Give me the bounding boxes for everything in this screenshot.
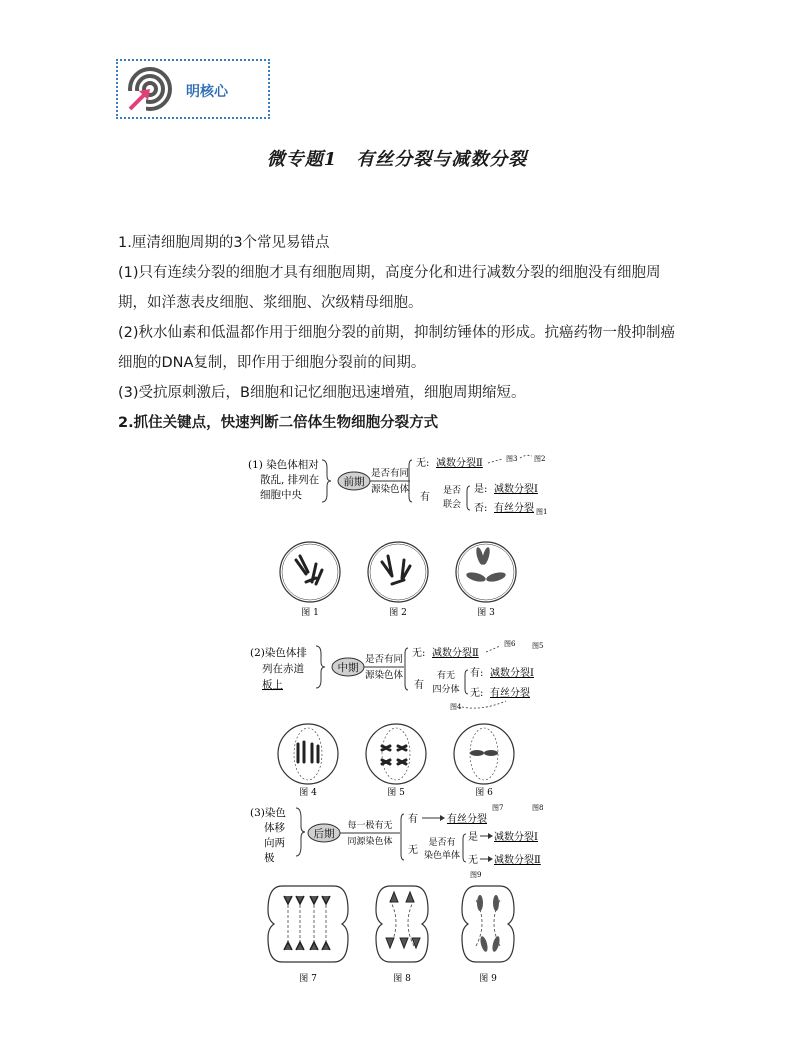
d1-no-sub: 否:: [474, 503, 488, 514]
d2-fig-6: 图 6: [475, 788, 493, 798]
d2-phase: 中期: [337, 662, 359, 674]
d1-ref-b: 图2: [534, 455, 546, 463]
d3-ref-b: 图8: [532, 804, 544, 812]
d3-cell-8: [376, 886, 428, 962]
d1-sq1: 是否: [442, 486, 462, 496]
d1-yes-sub-result: 减数分裂Ⅰ: [494, 484, 538, 495]
d1-q2: 源染色体: [370, 484, 410, 495]
d1-fig-1: 图 1: [301, 608, 319, 618]
d3-cond-1: (3)染色: [250, 807, 286, 819]
d2-no-result: 减数分裂Ⅱ: [432, 648, 479, 659]
d1-fig-2: 图 2: [389, 608, 407, 618]
d1-yes-sub: 是:: [474, 484, 488, 495]
d3-ref-c: 图9: [470, 871, 482, 879]
d1-cond-1: (1) 染色体相对: [248, 459, 319, 471]
d3-no-sub-result: 减数分裂Ⅱ: [494, 855, 541, 866]
d2-no-label: 无:: [412, 648, 426, 659]
d1-cell-1: [280, 542, 340, 602]
d3-fig-9: 图 9: [479, 974, 497, 984]
d2-yes-label: 有: [414, 680, 424, 691]
point1-item-2: (2)秋水仙素和低温都作用于细胞分裂的前期，抑制纺锤体的形成。抗癌药物一般抑制癌细胞的DNA复制，即作用于细胞分裂前的间期。: [118, 325, 676, 371]
d2-yes-sub-result: 减数分裂Ⅰ: [490, 668, 534, 679]
section-label: 明核心: [186, 84, 228, 100]
metaphase-flow-svg: [240, 636, 560, 801]
prophase-flow-svg: [240, 452, 560, 622]
section-header: [116, 59, 270, 119]
d3-yes-label: 有: [408, 814, 418, 825]
d1-cell-3: [456, 542, 516, 602]
d3-phase: 后期: [313, 828, 335, 840]
d3-cond-3: 向两: [264, 837, 285, 849]
d1-no-label: 无:: [416, 458, 430, 469]
d3-fig-8: 图 8: [393, 974, 411, 984]
d1-fig-3: 图 3: [477, 608, 495, 618]
d2-yes-sub: 有:: [470, 668, 484, 679]
d1-cond-2: 散乱, 排列在: [260, 474, 320, 486]
d3-yes-sub: 是: [468, 832, 478, 843]
d1-ref-a: 图3: [506, 455, 518, 463]
d3-fig-7: 图 7: [299, 974, 317, 984]
d3-cell-7: [268, 886, 348, 962]
point1-item-3: (3)受抗原刺激后，B细胞和记忆细胞迅速增殖，细胞周期缩短。: [118, 385, 526, 401]
point1-block: [118, 228, 688, 438]
d2-sq1: 有无: [436, 671, 456, 681]
d1-cond-3: 细胞中央: [260, 489, 302, 501]
d2-no-sub: 无:: [470, 688, 484, 699]
d3-q1: 每一极有无: [347, 821, 393, 831]
d3-yes-result: 有丝分裂: [447, 814, 487, 825]
d2-ref-a: 图6: [504, 640, 516, 648]
d2-cell-5: [366, 724, 426, 784]
d3-yes-sub-result: 减数分裂Ⅰ: [494, 832, 538, 843]
d2-fig-5: 图 5: [387, 788, 405, 798]
d2-cond-1: (2)染色体排: [250, 647, 307, 659]
point2-heading: 2.抓住关键点，快速判断二倍体生物细胞分裂方式: [118, 415, 439, 431]
d3-sq1: 是否有: [428, 838, 456, 848]
d1-phase: 前期: [343, 476, 365, 488]
d3-cell-9: [462, 886, 514, 962]
d1-q1: 是否有同: [370, 468, 410, 479]
d2-sq2: 四分体: [432, 685, 460, 695]
d2-q2: 源染色体: [364, 670, 404, 681]
d1-ref-c: 图1: [536, 508, 548, 516]
diagram-metaphase: [240, 636, 560, 801]
d1-no-sub-result: 有丝分裂: [494, 503, 534, 514]
diagram-prophase: [240, 452, 560, 622]
d2-cell-4: [278, 724, 338, 784]
page-title: 微专题1 有丝分裂与减数分裂: [266, 149, 528, 170]
d3-q2: 同源染色体: [347, 837, 393, 847]
d3-sq2: 染色单体: [423, 851, 461, 861]
d3-cond-4: 极: [264, 852, 275, 864]
d3-no-sub: 无: [468, 855, 478, 866]
d2-ref-b: 图5: [532, 642, 544, 650]
d3-no-label: 无: [408, 845, 418, 856]
target-arrow-icon: [122, 65, 172, 115]
d2-cond-3: 板上: [262, 679, 283, 691]
d2-cond-2: 列在赤道: [262, 663, 304, 675]
diagram-anaphase: [240, 800, 560, 990]
d3-cond-2: 体移: [264, 822, 285, 834]
d2-q1: 是否有同: [364, 654, 404, 665]
d1-sq2: 联会: [442, 500, 462, 510]
anaphase-flow-svg: [240, 800, 560, 990]
d1-no-result: 减数分裂Ⅱ: [436, 458, 483, 469]
d2-no-sub-result: 有丝分裂: [490, 688, 530, 699]
d2-fig-4: 图 4: [299, 788, 317, 798]
point1-item-1: (1)只有连续分裂的细胞才具有细胞周期，高度分化和进行减数分裂的细胞没有细胞周期，如洋葱表皮细胞、浆细胞、次级精母细胞。: [118, 265, 661, 311]
d1-cell-2: [368, 542, 428, 602]
d1-yes-label: 有: [420, 492, 430, 503]
d3-ref-a: 图7: [492, 804, 504, 812]
d2-cell-6: [454, 724, 514, 784]
point1-heading: 1.厘清细胞周期的3个常见易错点: [118, 235, 330, 251]
d2-ref-c: 图4: [450, 703, 462, 711]
